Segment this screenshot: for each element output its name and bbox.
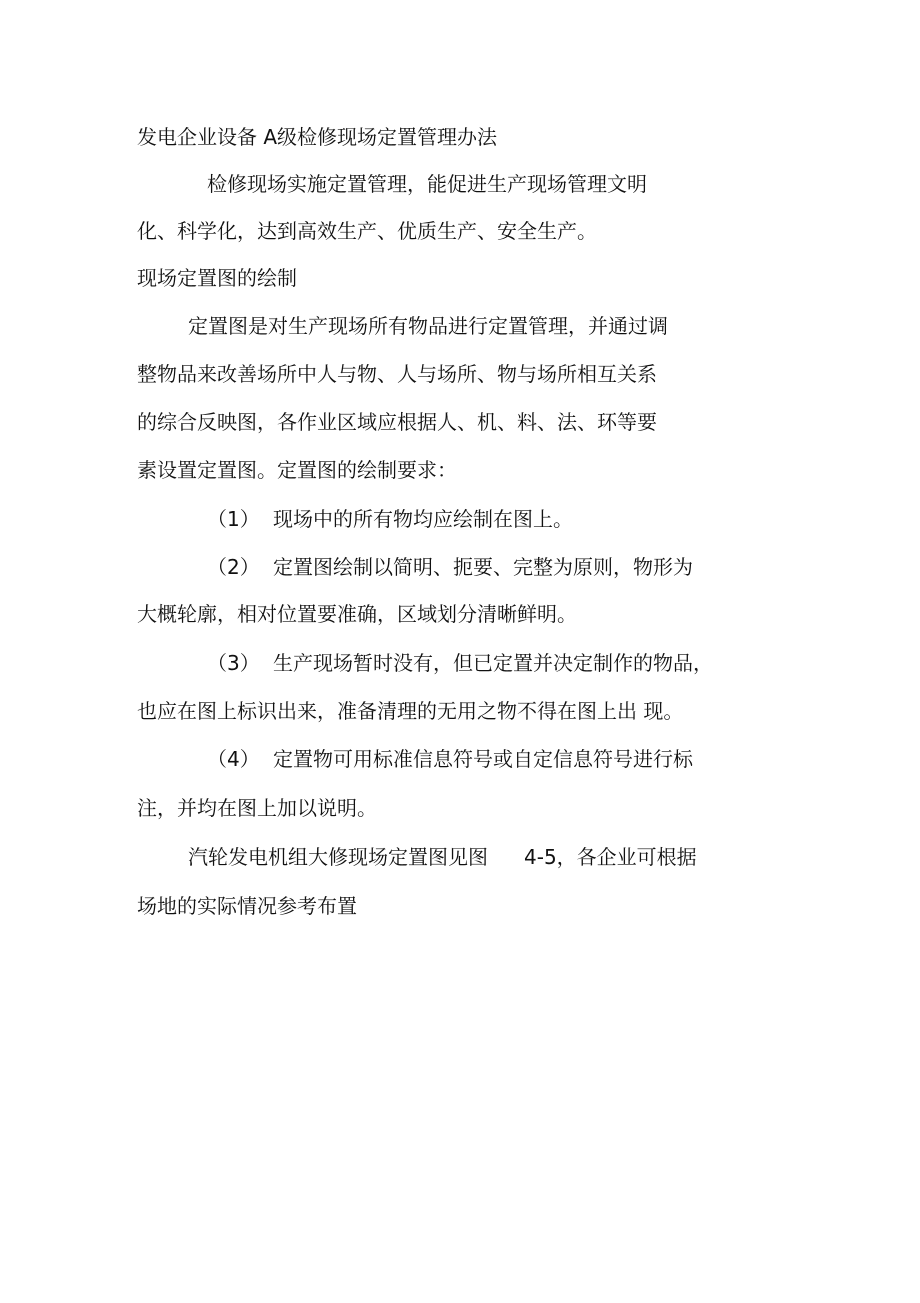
section-heading: 现场定置图的绘制 [137, 266, 297, 290]
requirement-4 [207, 745, 693, 773]
closing-line-2: 场地的实际情况参考布置 [137, 894, 357, 918]
section-paragraph-line-1: 定置图是对生产现场所有物品进行定置管理，并通过调 [188, 314, 668, 338]
section-paragraph-line-4: 素设置定置图。定置图的绘制要求： [137, 458, 457, 482]
requirement-4-line-1: 定置物可用标准信息符号或自定信息符号进行标 [273, 747, 693, 771]
requirement-4-line-2: 注，并均在图上加以说明。 [137, 796, 377, 820]
document-title: 发电企业设备 A级检修现场定置管理办法 [137, 125, 498, 149]
requirement-2 [207, 553, 693, 581]
closing-line-1 [188, 843, 697, 871]
figure-reference: 4-5，各企业可根据 [524, 845, 697, 869]
requirement-1 [207, 505, 573, 533]
requirement-3 [207, 649, 713, 677]
intro-line-2: 化、科学化，达到高效生产、优质生产、安全生产。 [137, 219, 597, 243]
section-paragraph-line-3: 的综合反映图，各作业区域应根据人、机、料、法、环等要 [137, 410, 657, 434]
closing-text: 汽轮发电机组大修现场定置图见图 [188, 845, 488, 869]
requirement-2-number: （2） [207, 555, 260, 579]
requirement-4-number: （4） [207, 747, 260, 771]
requirement-3-line-1: 生产现场暂时没有，但已定置并决定制作的物品， [273, 651, 713, 675]
requirement-3-number: （3） [207, 651, 260, 675]
requirement-2-line-2: 大概轮廓，相对位置要准确，区域划分清晰鲜明。 [137, 602, 577, 626]
requirement-1-number: （1） [207, 507, 260, 531]
requirement-2-line-1: 定置图绘制以简明、扼要、完整为原则，物形为 [273, 555, 693, 579]
intro-line-1: 检修现场实施定置管理，能促进生产现场管理文明 [207, 172, 647, 196]
requirement-1-line-1: 现场中的所有物均应绘制在图上。 [273, 507, 573, 531]
section-paragraph-line-2: 整物品来改善场所中人与物、人与场所、物与场所相互关系 [137, 362, 657, 386]
requirement-3-line-2: 也应在图上标识出来，准备清理的无用之物不得在图上出 现。 [137, 699, 684, 723]
